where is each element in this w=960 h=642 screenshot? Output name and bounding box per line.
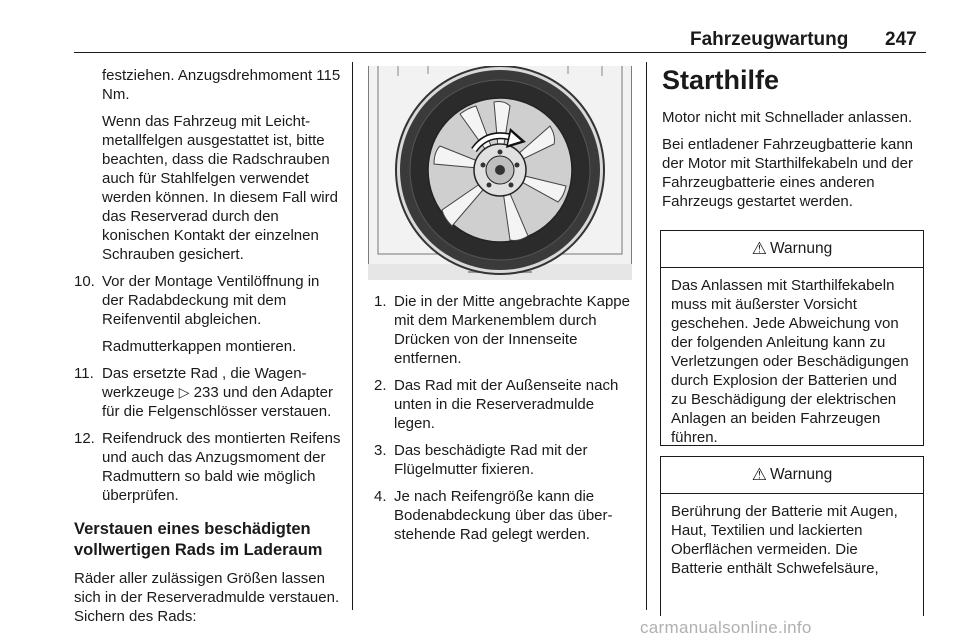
item-number: 12. bbox=[74, 430, 95, 447]
warning-header bbox=[661, 231, 923, 268]
warning-box bbox=[660, 230, 924, 446]
item-text-b: und den Adapter für die Felgenschlösser verstauen. bbox=[102, 384, 333, 420]
list-item bbox=[74, 364, 342, 421]
item-text: Vor der Montage Ventilöffnung in der Radabdeckung mit dem Reifenventil abgleichen. bbox=[102, 273, 320, 328]
page-number: 247 bbox=[885, 29, 917, 50]
column-2 bbox=[368, 292, 636, 552]
warning-header bbox=[661, 457, 923, 494]
warning-triangle-icon: ⚠ bbox=[751, 239, 767, 258]
warning-label: Warnung bbox=[769, 466, 833, 483]
section-title: Starthilfe bbox=[662, 65, 780, 95]
page-header bbox=[0, 0, 960, 56]
item-text: Je nach Reifengröße kann die Bodenabdeckung über das überstehende Rad gelegt werden. bbox=[394, 488, 613, 543]
item-number: 4. bbox=[374, 488, 387, 505]
paragraph: Motor nicht mit Schnellader anlassen. bbox=[662, 109, 913, 126]
item-text-a: Das ersetzte Rad , die Wagenwerkzeuge bbox=[102, 365, 307, 401]
section-heading: Verstauen eines beschädigten vollwertigen Rads im Laderaum bbox=[74, 520, 323, 559]
page-reference[interactable]: 233 bbox=[193, 384, 219, 401]
spare-wheel-figure bbox=[368, 66, 632, 280]
chapter-title: Fahrzeugwartung bbox=[690, 29, 849, 50]
column-1 bbox=[74, 66, 342, 634]
page-reference-arrow-icon[interactable]: ▷ bbox=[178, 384, 190, 400]
warning-text: Das Anlassen mit Starthilfekabeln muss mit äußerster Vorsicht geschehen. Jede Abweichung von der folgenden Anleitung kann zu Verletzungen oder Beschädigungen durch Explosion der Batterien und zu Beschädigung der elektrischen Anlagen an beiden Fahrzeugen führen. bbox=[671, 277, 909, 446]
paragraph: Wenn das Fahrzeug mit Leichtmetallfelgen ausgestattet ist, bitte beachten, dass die Radschrauben auch für Stahlfelgen verwendet werden können. In diesem Fall wird das Reserverad durch den konischen Kontakt der einzelnen Schrauben gesichert. bbox=[102, 113, 338, 263]
watermark: carmanualsonline.info bbox=[640, 618, 812, 637]
item-number: 2. bbox=[374, 377, 387, 394]
item-text: Die in der Mitte angebrachte Kappe mit dem Markenemblem durch Drücken von der Innenseite entfernen. bbox=[394, 293, 630, 367]
column-divider-right bbox=[646, 62, 647, 610]
paragraph: festziehen. Anzugsdrehmoment 115 Nm. bbox=[102, 67, 341, 103]
header-rule bbox=[74, 52, 926, 53]
item-number: 10. bbox=[74, 273, 95, 290]
item-text: Reifendruck des montierten Reifens und auch das Anzugsmoment der Radmuttern so bald wie möglich überprüfen. bbox=[102, 430, 341, 504]
item-subtext: Radmutterkappen montieren. bbox=[102, 338, 297, 355]
column-divider-left bbox=[352, 62, 353, 610]
list-item bbox=[368, 376, 636, 433]
warning-triangle-icon: ⚠ bbox=[751, 465, 767, 484]
column-3 bbox=[662, 64, 926, 219]
list-item bbox=[74, 272, 342, 356]
warning-box bbox=[660, 456, 924, 616]
item-text bbox=[102, 364, 342, 421]
list-item bbox=[368, 487, 636, 544]
paragraph: Bei entladener Fahrzeugbatterie kann der Motor mit Starthilfekabeln und der Fahrzeugbatterie eines anderen Fahrzeugs gestartet werden. bbox=[662, 136, 914, 210]
item-text: Das beschädigte Rad mit der Flügelmutter fixieren. bbox=[394, 442, 588, 478]
item-number: 11. bbox=[74, 365, 94, 382]
paragraph: Räder aller zulässigen Größen lassen sich in der Reserveradmulde verstauen. Sichern des Rads: bbox=[74, 570, 340, 625]
list-item bbox=[74, 429, 342, 505]
item-number: 1. bbox=[374, 293, 387, 310]
item-number: 3. bbox=[374, 442, 387, 459]
warning-label: Warnung bbox=[769, 240, 833, 257]
warning-text: Berührung der Batterie mit Augen, Haut, Textilien und lackierten Oberflächen vermeiden. Die Batterie enthält Schwefelsäure, bbox=[671, 503, 898, 577]
list-item bbox=[368, 441, 636, 479]
item-text: Das Rad mit der Außenseite nach unten in die Reserveradmulde legen. bbox=[394, 377, 619, 432]
list-item bbox=[368, 292, 636, 368]
